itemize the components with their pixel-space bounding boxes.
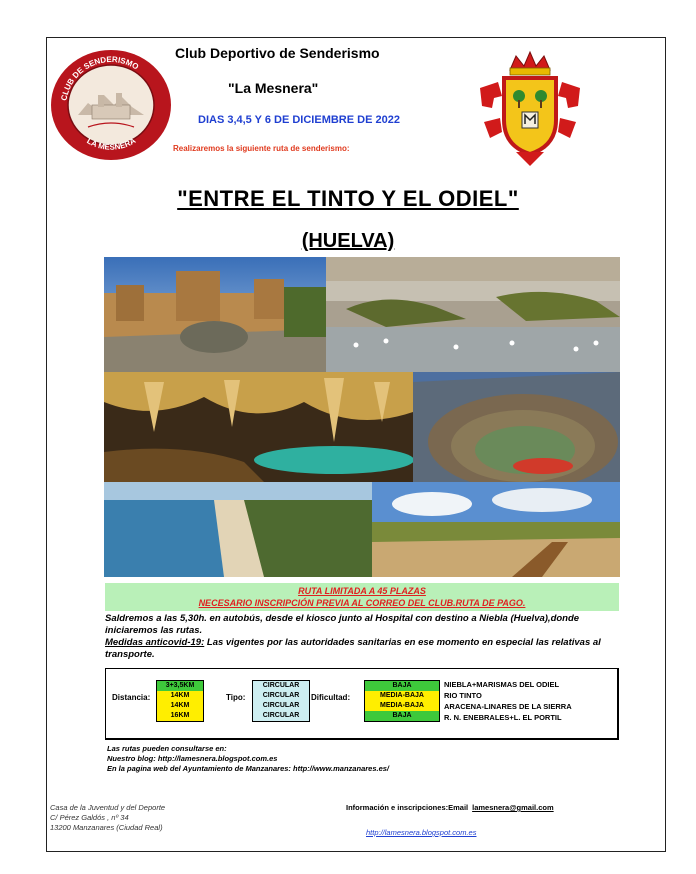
svg-text:CLUB DE SENDERISMO: CLUB DE SENDERISMO	[59, 54, 141, 102]
route-title: "ENTRE EL TINTO Y EL ODIEL"	[177, 186, 519, 211]
difficulty-cell: MEDIA-BAJA	[365, 701, 439, 711]
route-name: R. N. ENEBRALES+L. EL PORTIL	[444, 713, 562, 722]
distance-cell: 3+3,5KM	[157, 681, 203, 691]
photo-coastline	[104, 482, 372, 577]
covid-label: Medidas anticovid-19:	[105, 637, 205, 648]
type-cell: CIRCULAR	[262, 682, 300, 689]
notice-capacity: RUTA LIMITADA A 45 PLAZAS	[298, 586, 426, 596]
type-column	[252, 680, 310, 722]
address-line: C/ Pérez Galdós , nº 34	[50, 813, 129, 822]
intro-text: Realizaremos la siguiente ruta de senderismo:	[173, 144, 350, 153]
club-subtitle: "La Mesnera"	[228, 80, 319, 96]
contact-email-link[interactable]: lamesnera@gmail.com	[472, 803, 554, 812]
photo-marshes-flamingos	[326, 257, 620, 372]
distance-cell: 16KM	[157, 711, 203, 721]
difficulty-column	[364, 680, 440, 722]
photo-boardwalk	[372, 482, 620, 577]
contact-label: Información e inscripciones:Email	[346, 803, 469, 812]
difficulty-label: Dificultad:	[311, 693, 351, 702]
consult-blog[interactable]: Nuestro blog: http://lamesnera.blogspot.com.es	[107, 754, 278, 763]
departure-text: Saldremos a las 5,30h. en autobús, desde el kiosco junto al Hospital con destino a Niebla (Huelva),donde iniciaremos las rutas.	[105, 613, 580, 636]
distance-cell: 14KM	[157, 701, 203, 711]
event-dates: DIAS 3,4,5 Y 6 DE DICIEMBRE DE 2022	[198, 114, 400, 126]
route-name: ARACENA-LINARES DE LA SIERRA	[444, 702, 572, 711]
club-address	[50, 803, 165, 833]
covid-text: Medidas anticovid-19: Las vigentes por las autoridades sanitarias en ese momento en especial las relativas al transporte.	[105, 637, 601, 660]
distance-column	[156, 680, 204, 722]
blog-link[interactable]: http://lamesnera.blogspot.com.es	[366, 828, 477, 837]
svg-text:LA MESNERA: LA MESNERA	[85, 136, 138, 152]
consult-intro: Las rutas pueden consultarse en:	[107, 744, 227, 753]
trip-description	[105, 613, 625, 661]
photo-cave	[104, 372, 413, 482]
difficulty-cell: BAJA	[365, 711, 439, 721]
route-name: RIO TINTO	[444, 691, 482, 700]
notice-registration: NECESARIO INSCRIPCIÓN PREVIA AL CORREO DEL CLUB.RUTA DE PAGO.	[198, 598, 526, 608]
consult-townhall[interactable]: En la pagina web del Ayuntamiento de Manzanares: http://www.manzanares.es/	[107, 764, 390, 773]
type-label: Tipo:	[226, 693, 246, 702]
address-line: Casa de la Juventud y del Deporte	[50, 803, 166, 812]
consult-info	[107, 744, 389, 774]
coat-of-arms	[472, 48, 588, 168]
address-line: 13200 Manzanares (Ciudad Real)	[50, 823, 163, 832]
route-name: NIEBLA+MARISMAS DEL ODIEL	[444, 680, 560, 689]
distance-cell: 14KM	[157, 691, 203, 701]
route-region: (HUELVA)	[301, 230, 395, 252]
route-names	[444, 679, 572, 723]
difficulty-cell: BAJA	[365, 681, 439, 691]
club-logo	[48, 45, 175, 163]
distance-label: Distancia:	[112, 693, 151, 702]
type-cell: CIRCULAR	[262, 712, 300, 719]
notice-banner	[105, 583, 619, 611]
type-cell: CIRCULAR	[262, 702, 300, 709]
difficulty-cell: MEDIA-BAJA	[365, 691, 439, 701]
contact-info	[346, 803, 554, 812]
photo-niebla-castle	[104, 257, 326, 372]
photo-rio-tinto-mine	[413, 372, 620, 482]
type-cell: CIRCULAR	[262, 692, 300, 699]
club-name: Club Deportivo de Senderismo	[175, 45, 380, 61]
